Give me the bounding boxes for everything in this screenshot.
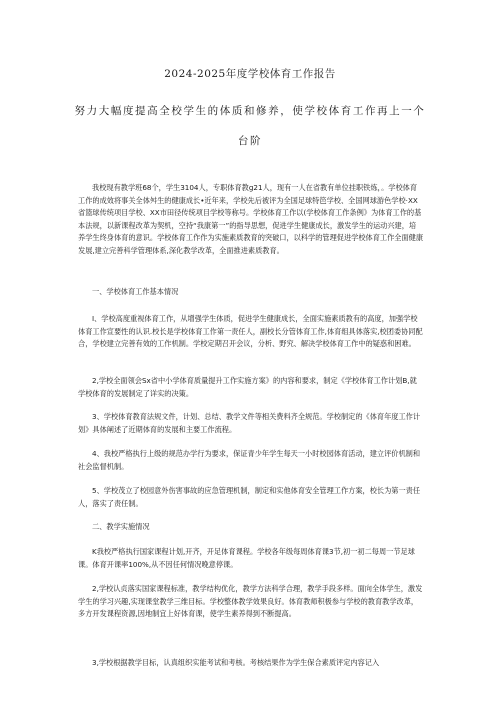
document-subtitle: 努力大幅度提高全校学生的体质和修养，使学校体育工作再上一个台阶 <box>74 105 426 147</box>
paragraph-2-1: K我校严格执行国家课程计划,开齐，开足体育课程。学校各年级每周体育课3节,初一初二每周一节足球课。体育开课率100%,从不因任何情况晚意停课。 <box>78 547 415 569</box>
paragraph-1-1: I、学校高度重视体育工作，从增强学生体质，促进学生健康成长，全面实施素质教有的高度，加强学校体育工作宣要性的认识.校长是学校体育工作第一责任人，副校长分管体育工作,体育组具体落实,校团委协同配合，学校建立完善有效的工作机制。学校定期召开会议，分析、野究、解决学校体育工作中的疑惑和困难。 <box>78 314 423 349</box>
paragraph-1-5: 5、学校茂立了校园意外伤害事故的应急管理机制，制定和实他体育安全管理工作方案，校长为第一责任人，落实了责任制。 <box>78 486 421 508</box>
section-heading-1: 一、学校体育工作基本情况 <box>92 287 179 296</box>
paragraph-2-3: 3,学校根据教学目标，认真组织实能考试和考核。考核结果作为学生保合素质评定内容记入 <box>92 658 380 667</box>
intro-paragraph: 我校现有教学班68个，学生3104人，专职体育教g21人，现有一人在省教有单位挂职铁炼，。学校体育工作的成效将事关全体舛生的健康成长•近年来，学校先后被评为全国足球特笆学校、全国网球游色学校·XX省篮球传统项目学校、XX市田径传统项目学校等称号。学校体育工作以(学校体育工作条例》为体育工作的基本法规，以新课程改革为契机，空持“我康第一”的指导思想，促进学生健康成长，激发学生的运动兴建，培养学生终身体育的意识。学校体育工作作为实施素质教育的突破口，以科学的管理促进学校体育工作全面健康发展,建立完善科学管理体系,深化教学改革，全面推进素质教育。 <box>78 183 424 255</box>
paragraph-1-4: 4、我校严格执行上级的规范办学行为要求，保证青少年学生每天一小时校园体育活动，建立评价机制和社会监督机制。 <box>78 449 421 471</box>
paragraph-2-2: 2,学校认贞落实国家课程标准，教学结构优化，教学方法科学合理，教学手段多样。面向全体学生，激发学生的学习兴趣,实现课堂教学三维目标。学校整体教学效果良好。体育教师积极参与学校的教育教学改革，多方开发课程资源,因地制宜上好体育课，使学生素养得到不断提高。 <box>78 584 423 619</box>
paragraph-1-2: 2,学校全面领会Sx省中小学体育质量提升工作实施方案》的内容和要求，制定《学校体育工作计划B,就学校体育的发展制定了详实的决策。 <box>78 376 417 398</box>
paragraph-1-3: 3、学校体育教育法规文件，计划、总结、教学文件等相关费料齐全规范。学校制定的《体育年度工作计划》具体阐述了近期体育的发展和主要工作流程。 <box>78 412 421 434</box>
section-heading-2: 二、教学实施情况 <box>92 522 150 531</box>
document-title: 2024-2025年度学校体育工作报告 <box>164 68 336 80</box>
